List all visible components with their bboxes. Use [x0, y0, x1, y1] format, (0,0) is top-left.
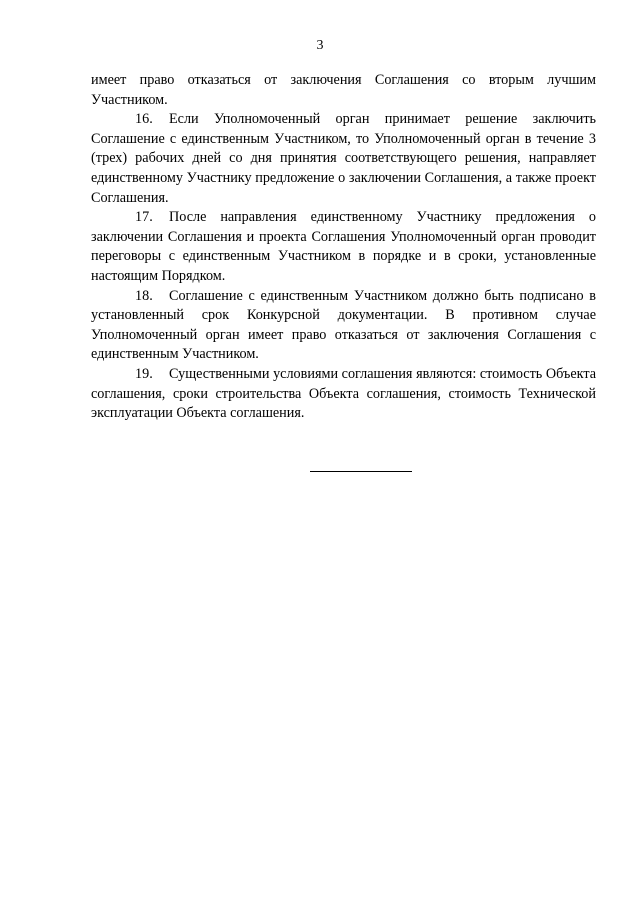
- paragraph-continuation: [91, 71, 596, 110]
- document-body: [91, 71, 596, 424]
- paragraph-17: [91, 208, 596, 286]
- paragraph-16: [91, 110, 596, 208]
- paragraph-number: 16.: [135, 111, 153, 128]
- paragraph-number: 19.: [135, 365, 153, 382]
- paragraph-text: имеет право отказаться от заключения Соглашения со вторым лучшим Участником.: [91, 72, 596, 108]
- end-of-document-rule: [310, 471, 412, 472]
- paragraph-number: 18.: [135, 287, 153, 304]
- paragraph-19: [91, 365, 596, 424]
- paragraph-18: [91, 287, 596, 365]
- page-number: 3: [316, 38, 324, 53]
- paragraph-text: Существенными условиями соглашения являются: стоимость Объекта соглашения, сроки строительства Объекта соглашения, стоимость Технической эксплуатации Объекта соглашения.: [91, 365, 596, 422]
- paragraph-text: Если Уполномоченный орган принимает решение заключить Соглашение с единственным Участником, то Уполномоченный орган в течение 3 (трех) рабочих дней со дня принятия соответствующего решения, направляет единственному Участнику предложение о заключении Соглашения, а также проект Соглашения.: [91, 111, 596, 206]
- paragraph-number: 17.: [135, 209, 153, 226]
- paragraph-text: Соглашение с единственным Участником должно быть подписано в установленный срок Конкурсной документации. В противном случае Уполномоченный орган имеет право отказаться от заключения Соглашения с единственным Участником.: [91, 287, 596, 363]
- paragraph-text: После направления единственному Участнику предложения о заключении Соглашения и проекта Соглашения Уполномоченный орган проводит переговоры с единственным Участником в порядке и в сроки, установленные настоящим Порядком.: [91, 209, 596, 284]
